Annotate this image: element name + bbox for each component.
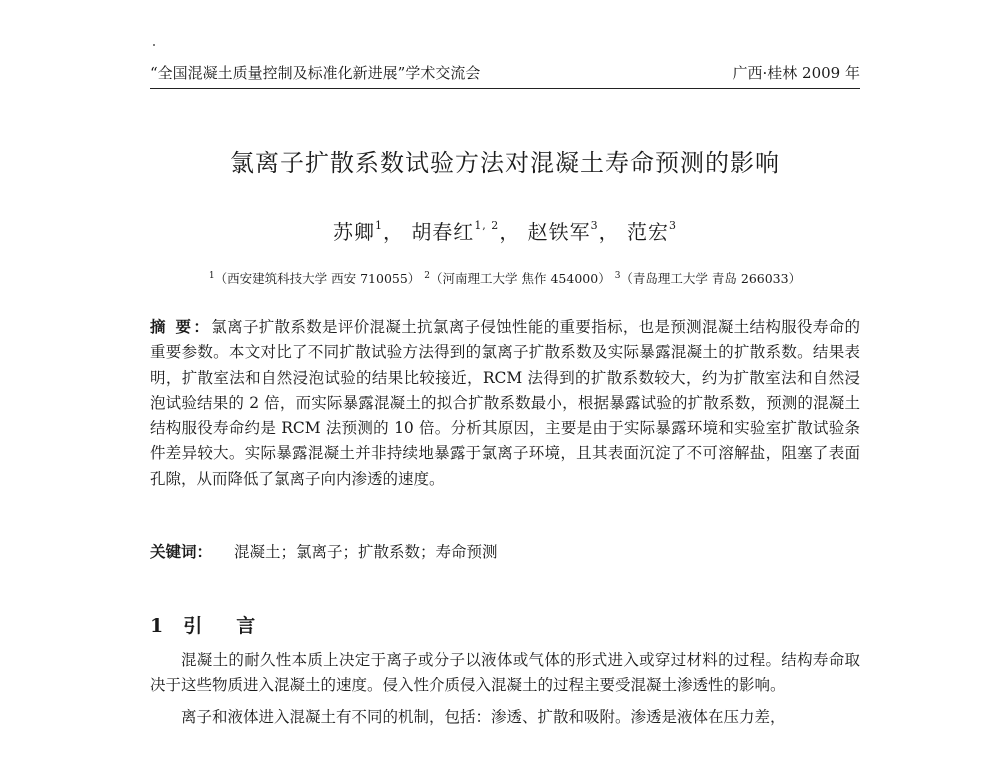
abstract [150, 314, 860, 492]
author-affiliation-mark: 1, 2 [474, 219, 500, 233]
affiliation: （西安建筑科技大学 西安 710055） [214, 271, 421, 286]
location-date: 广西·桂林 2009 年 [732, 64, 860, 82]
affiliation-mark: 2 [424, 270, 431, 281]
affiliation: （河南理工大学 焦作 454000） [430, 271, 611, 286]
section-heading [150, 611, 255, 638]
keywords [150, 540, 860, 562]
keywords-label: 关键词： [150, 542, 213, 561]
scan-speck [153, 44, 155, 46]
conference-name: “全国混凝土质量控制及标准化新进展”学术交流会 [150, 64, 481, 82]
author-affiliation-mark: 3 [590, 219, 599, 233]
author-affiliation-mark: 3 [669, 219, 678, 233]
affiliation-mark: 1 [208, 270, 215, 281]
author-affiliation-mark: 1 [374, 219, 383, 233]
author-name: 范宏 [627, 220, 670, 244]
body-text [150, 648, 860, 736]
paper-title: 氯离子扩散系数试验方法对混凝土寿命预测的影响 [230, 149, 780, 177]
section-title-char: 引 [183, 615, 203, 637]
header-rule [150, 88, 860, 89]
author-separator: ， [598, 220, 620, 244]
author-name: 胡春红 [411, 220, 475, 244]
affiliations [150, 269, 860, 287]
section-title-char: 言 [236, 615, 256, 637]
author-name: 苏卿 [332, 220, 375, 244]
affiliation: （青岛理工大学 青岛 266033） [620, 271, 802, 286]
abstract-label: 摘 要： [150, 317, 212, 336]
affiliation-mark: 3 [614, 270, 621, 281]
section-number: 1 [150, 615, 164, 637]
author-separator: ， [382, 220, 404, 244]
author-name: 赵铁军 [527, 220, 591, 244]
running-header [150, 62, 860, 84]
keywords-text: 混凝土；氯离子；扩散系数；寿命预测 [234, 543, 498, 561]
author-list [150, 216, 860, 245]
body-paragraph: 混凝土的耐久性本质上决定于离子或分子以液体或气体的形式进入或穿过材料的过程。结构寿命取决于这些物质进入混凝土的速度。侵入性介质侵入混凝土的过程主要受混凝土渗透性的影响。 [150, 651, 860, 695]
abstract-text: 氯离子扩散系数是评价混凝土抗氯离子侵蚀性能的重要指标，也是预测混凝土结构服役寿命的重要参数。本文对比了不同扩散试验方法得到的氯离子扩散系数及实际暴露混凝土的扩散系数。结果表明，扩散室法和自然浸泡试验的结果比较接近，RCM 法得到的扩散系数较大，约为扩散室法和自然浸泡试验结果的 2 倍，而实际暴露混凝土的拟合扩散系数最小，根据暴露试验的扩散系数，预测的混凝土结构服役寿命约是 RCM 法预测的 10 倍。分析其原因，主要是由于实际暴露环境和实验室扩散试验条件差异较大。实际暴露混凝土并非持续地暴露于氯离子环境，且其表面沉淀了不可溶解盐，阻塞了表面孔隙，从而降低了氯离子向内渗透的速度。 [150, 318, 860, 488]
author-separator: ， [499, 220, 521, 244]
body-paragraph: 离子和液体进入混凝土有不同的机制，包括：渗透、扩散和吸附。渗透是液体在压力差， [181, 707, 786, 726]
